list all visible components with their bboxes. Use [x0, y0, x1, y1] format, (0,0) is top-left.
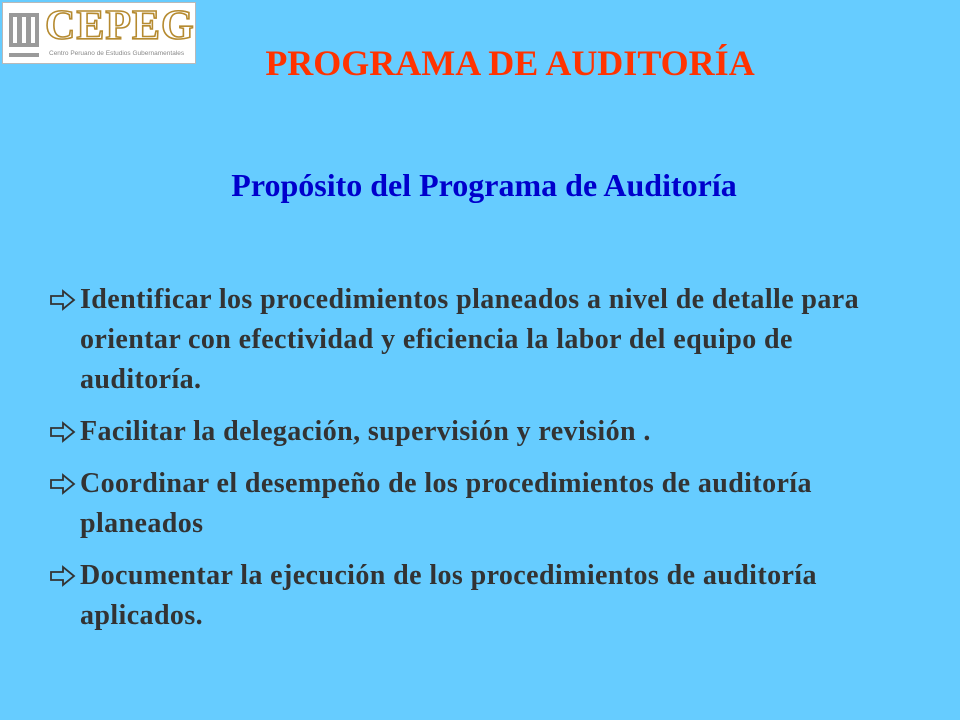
list-item: [50, 412, 900, 452]
list-item: [50, 556, 900, 636]
list-item: [50, 280, 900, 400]
hollow-arrow-right-icon: [50, 421, 76, 443]
logo-subtitle: Centro Peruano de Estudios Gubernamentales: [49, 50, 185, 57]
purpose-list: [50, 280, 900, 648]
hollow-arrow-right-icon: [50, 473, 76, 495]
section-subtitle: Propósito del Programa de Auditoría: [231, 167, 737, 203]
list-item: [50, 464, 900, 544]
hollow-arrow-right-icon: [50, 565, 76, 587]
page-title: PROGRAMA DE AUDITORÍA: [265, 43, 755, 83]
list-item-text: Identificar los procedimientos planeados a nivel de detalle para orientar con efectividad y eficiencia la labor del equipo de auditoría.: [80, 284, 860, 395]
hollow-arrow-right-icon: [50, 289, 76, 311]
logo-wordmark: CEPEG: [45, 3, 195, 49]
list-item-text: Coordinar el desempeño de los procedimientos de auditoría planeados: [80, 468, 812, 539]
list-item-text: Documentar la ejecución de los procedimientos de auditoría aplicados.: [80, 560, 817, 631]
list-item-text: Facilitar la delegación, supervisión y revisión .: [80, 416, 651, 447]
